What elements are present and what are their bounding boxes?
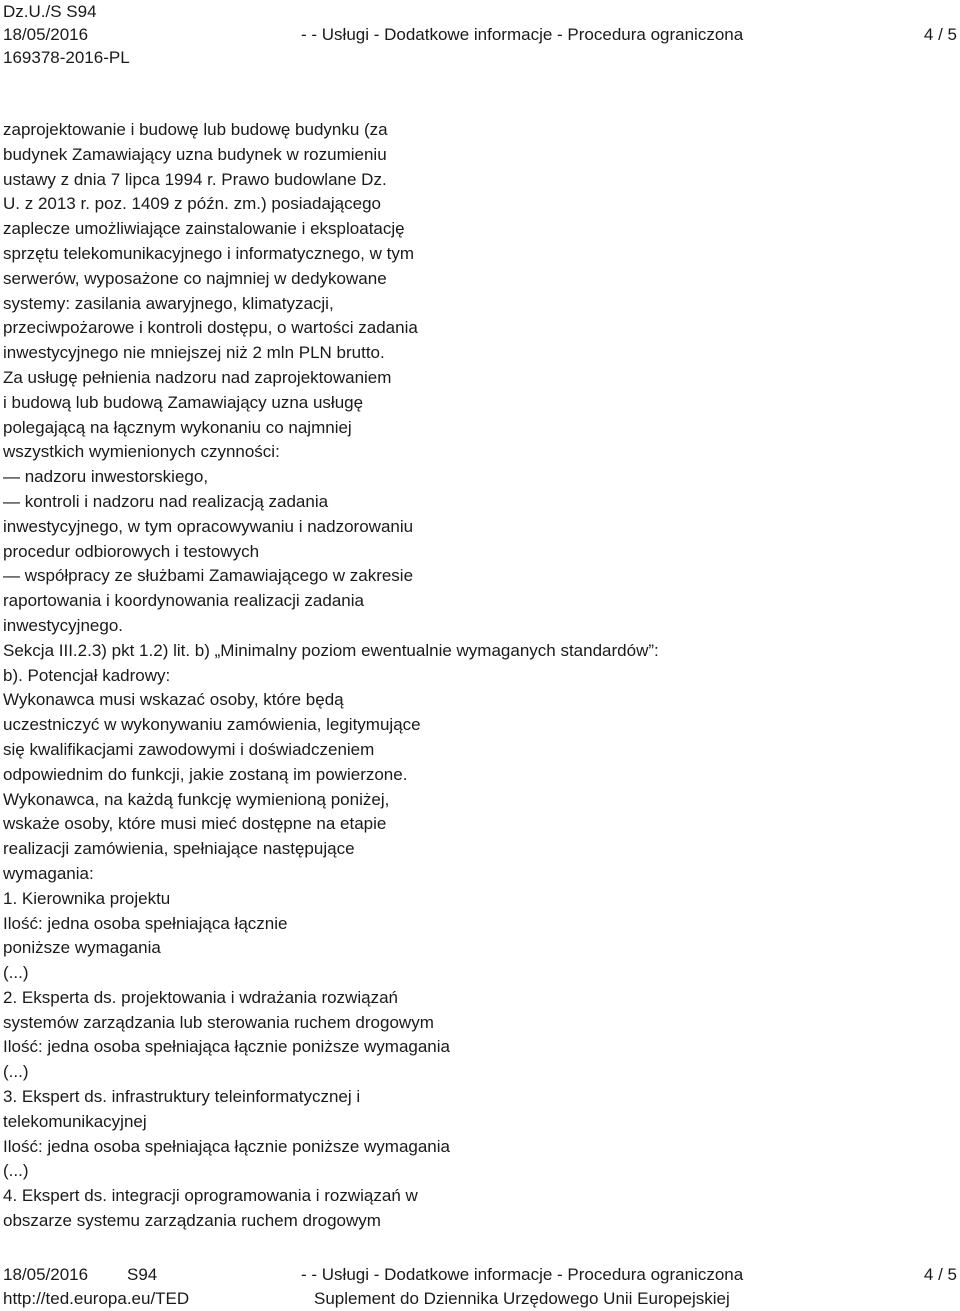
text-line: realizacji zamówienia, spełniające następujące — [3, 839, 355, 859]
text-line: telekomunikacyjnej — [3, 1111, 147, 1131]
text-line: serwerów, wyposażone co najmniej w dedykowane — [3, 268, 387, 288]
text-line: ustawy z dnia 7 lipca 1994 r. Prawo budowlane Dz. — [3, 169, 387, 189]
text-line: wskaże osoby, które musi mieć dostępne na etapie — [3, 814, 387, 834]
text-line: — kontroli i nadzoru nad realizacją zadania — [3, 491, 329, 511]
text-line: systemy: zasilania awaryjnego, klimatyzacji, — [3, 293, 334, 313]
header-section-title: - - Usługi - Dodatkowe informacje - Procedura ograniczona — [301, 25, 744, 44]
text-line: — współpracy ze służbami Zamawiającego w zakresie — [3, 566, 414, 586]
text-line: wszystkich wymienionych czynności: — [3, 442, 280, 462]
footer-page-number: 4 / 5 — [923, 1265, 957, 1284]
text-line: 2. Eksperta ds. projektowania i wdrażania rozwiązań — [3, 987, 398, 1007]
text-line: zaplecze umożliwiające zainstalowanie i eksploatację — [3, 219, 405, 239]
text-line: budynek Zamawiający uzna budynek w rozumieniu — [3, 144, 387, 164]
text-line: Wykonawca musi wskazać osoby, które będą — [3, 690, 344, 710]
footer-row-2 — [3, 1287, 957, 1311]
text-line: inwestycyjnego. — [3, 615, 124, 635]
text-line: Sekcja III.2.3) pkt 1.2) lit. b) „Minimalny poziom ewentualnie wymaganych standardów”: — [3, 640, 659, 660]
text-line: uczestniczyć w wykonywaniu zamówienia, legitymujące — [3, 715, 421, 735]
page-footer — [3, 1263, 957, 1311]
document-body — [3, 118, 953, 1234]
text-line: 1. Kierownika projektu — [3, 888, 171, 908]
text-line: i budową lub budową Zamawiający uzna usługę — [3, 392, 364, 412]
text-line: Za usługę pełnienia nadzoru nad zaprojektowaniem — [3, 367, 392, 387]
footer-publication: Suplement do Dziennika Urzędowego Unii Europejskiej — [314, 1289, 730, 1308]
text-line: zaprojektowanie i budowę lub budowę budynku (za — [3, 120, 388, 139]
text-line: inwestycyjnego, w tym opracowywaniu i nadzorowaniu — [3, 516, 414, 536]
header-row-1 — [3, 0, 957, 23]
text-line: się kwalifikacjami zawodowymi i doświadczeniem — [3, 739, 375, 759]
text-line: U. z 2013 r. poz. 1409 z późn. zm.) posiadającego — [3, 194, 382, 214]
text-line: Ilość: jedna osoba spełniająca łącznie — [3, 913, 288, 933]
text-line: (...) — [3, 963, 29, 983]
notice-id: 169378-2016-PL — [3, 48, 130, 67]
page-header — [3, 0, 957, 69]
header-date: 18/05/2016 — [3, 25, 89, 44]
text-line: odpowiednim do funkcji, jakie zostaną im powierzone. — [3, 764, 408, 784]
text-line: poniższe wymagania — [3, 938, 161, 958]
text-line: Wykonawca, na każdą funkcję wymienioną poniżej, — [3, 789, 390, 809]
doc-ref: Dz.U./S S94 — [3, 2, 97, 21]
text-line: Ilość: jedna osoba spełniająca łącznie poniższe wymagania — [3, 1136, 450, 1156]
text-line: polegającą na łącznym wykonaniu co najmniej — [3, 417, 352, 437]
text-line: sprzętu telekomunikacyjnego i informatycznego, w tym — [3, 243, 415, 263]
footer-url-link[interactable]: http://ted.europa.eu/TED — [3, 1289, 190, 1308]
text-line: (...) — [3, 1062, 29, 1082]
text-line: — nadzoru inwestorskiego, — [3, 467, 209, 487]
footer-series: S94 — [127, 1265, 158, 1284]
header-row-3 — [3, 46, 957, 69]
text-line: obszarze systemu zarządzania ruchem drogowym — [3, 1211, 381, 1231]
text-line: b). Potencjał kadrowy: — [3, 665, 171, 685]
text-line: (...) — [3, 1161, 29, 1181]
text-line: Ilość: jedna osoba spełniająca łącznie poniższe wymagania — [3, 1037, 450, 1057]
text-line: procedur odbiorowych i testowych — [3, 541, 260, 561]
text-line: systemów zarządzania lub sterowania ruchem drogowym — [3, 1012, 434, 1032]
footer-row-1 — [3, 1263, 957, 1287]
text-line: wymagania: — [3, 863, 94, 883]
text-line: raportowania i koordynowania realizacji zadania — [3, 591, 364, 611]
header-row-2 — [3, 23, 957, 46]
header-page-number: 4 / 5 — [923, 25, 957, 44]
text-line: 3. Ekspert ds. infrastruktury teleinformatycznej i — [3, 1087, 361, 1107]
footer-section-title: - - Usługi - Dodatkowe informacje - Procedura ograniczona — [301, 1265, 744, 1284]
footer-date: 18/05/2016 — [3, 1265, 89, 1284]
text-line: przeciwpożarowe i kontroli dostępu, o wartości zadania — [3, 318, 418, 338]
text-line: inwestycyjnego nie mniejszej niż 2 mln PLN brutto. — [3, 343, 385, 363]
text-line: 4. Ekspert ds. integracji oprogramowania i rozwiązań w — [3, 1186, 418, 1206]
